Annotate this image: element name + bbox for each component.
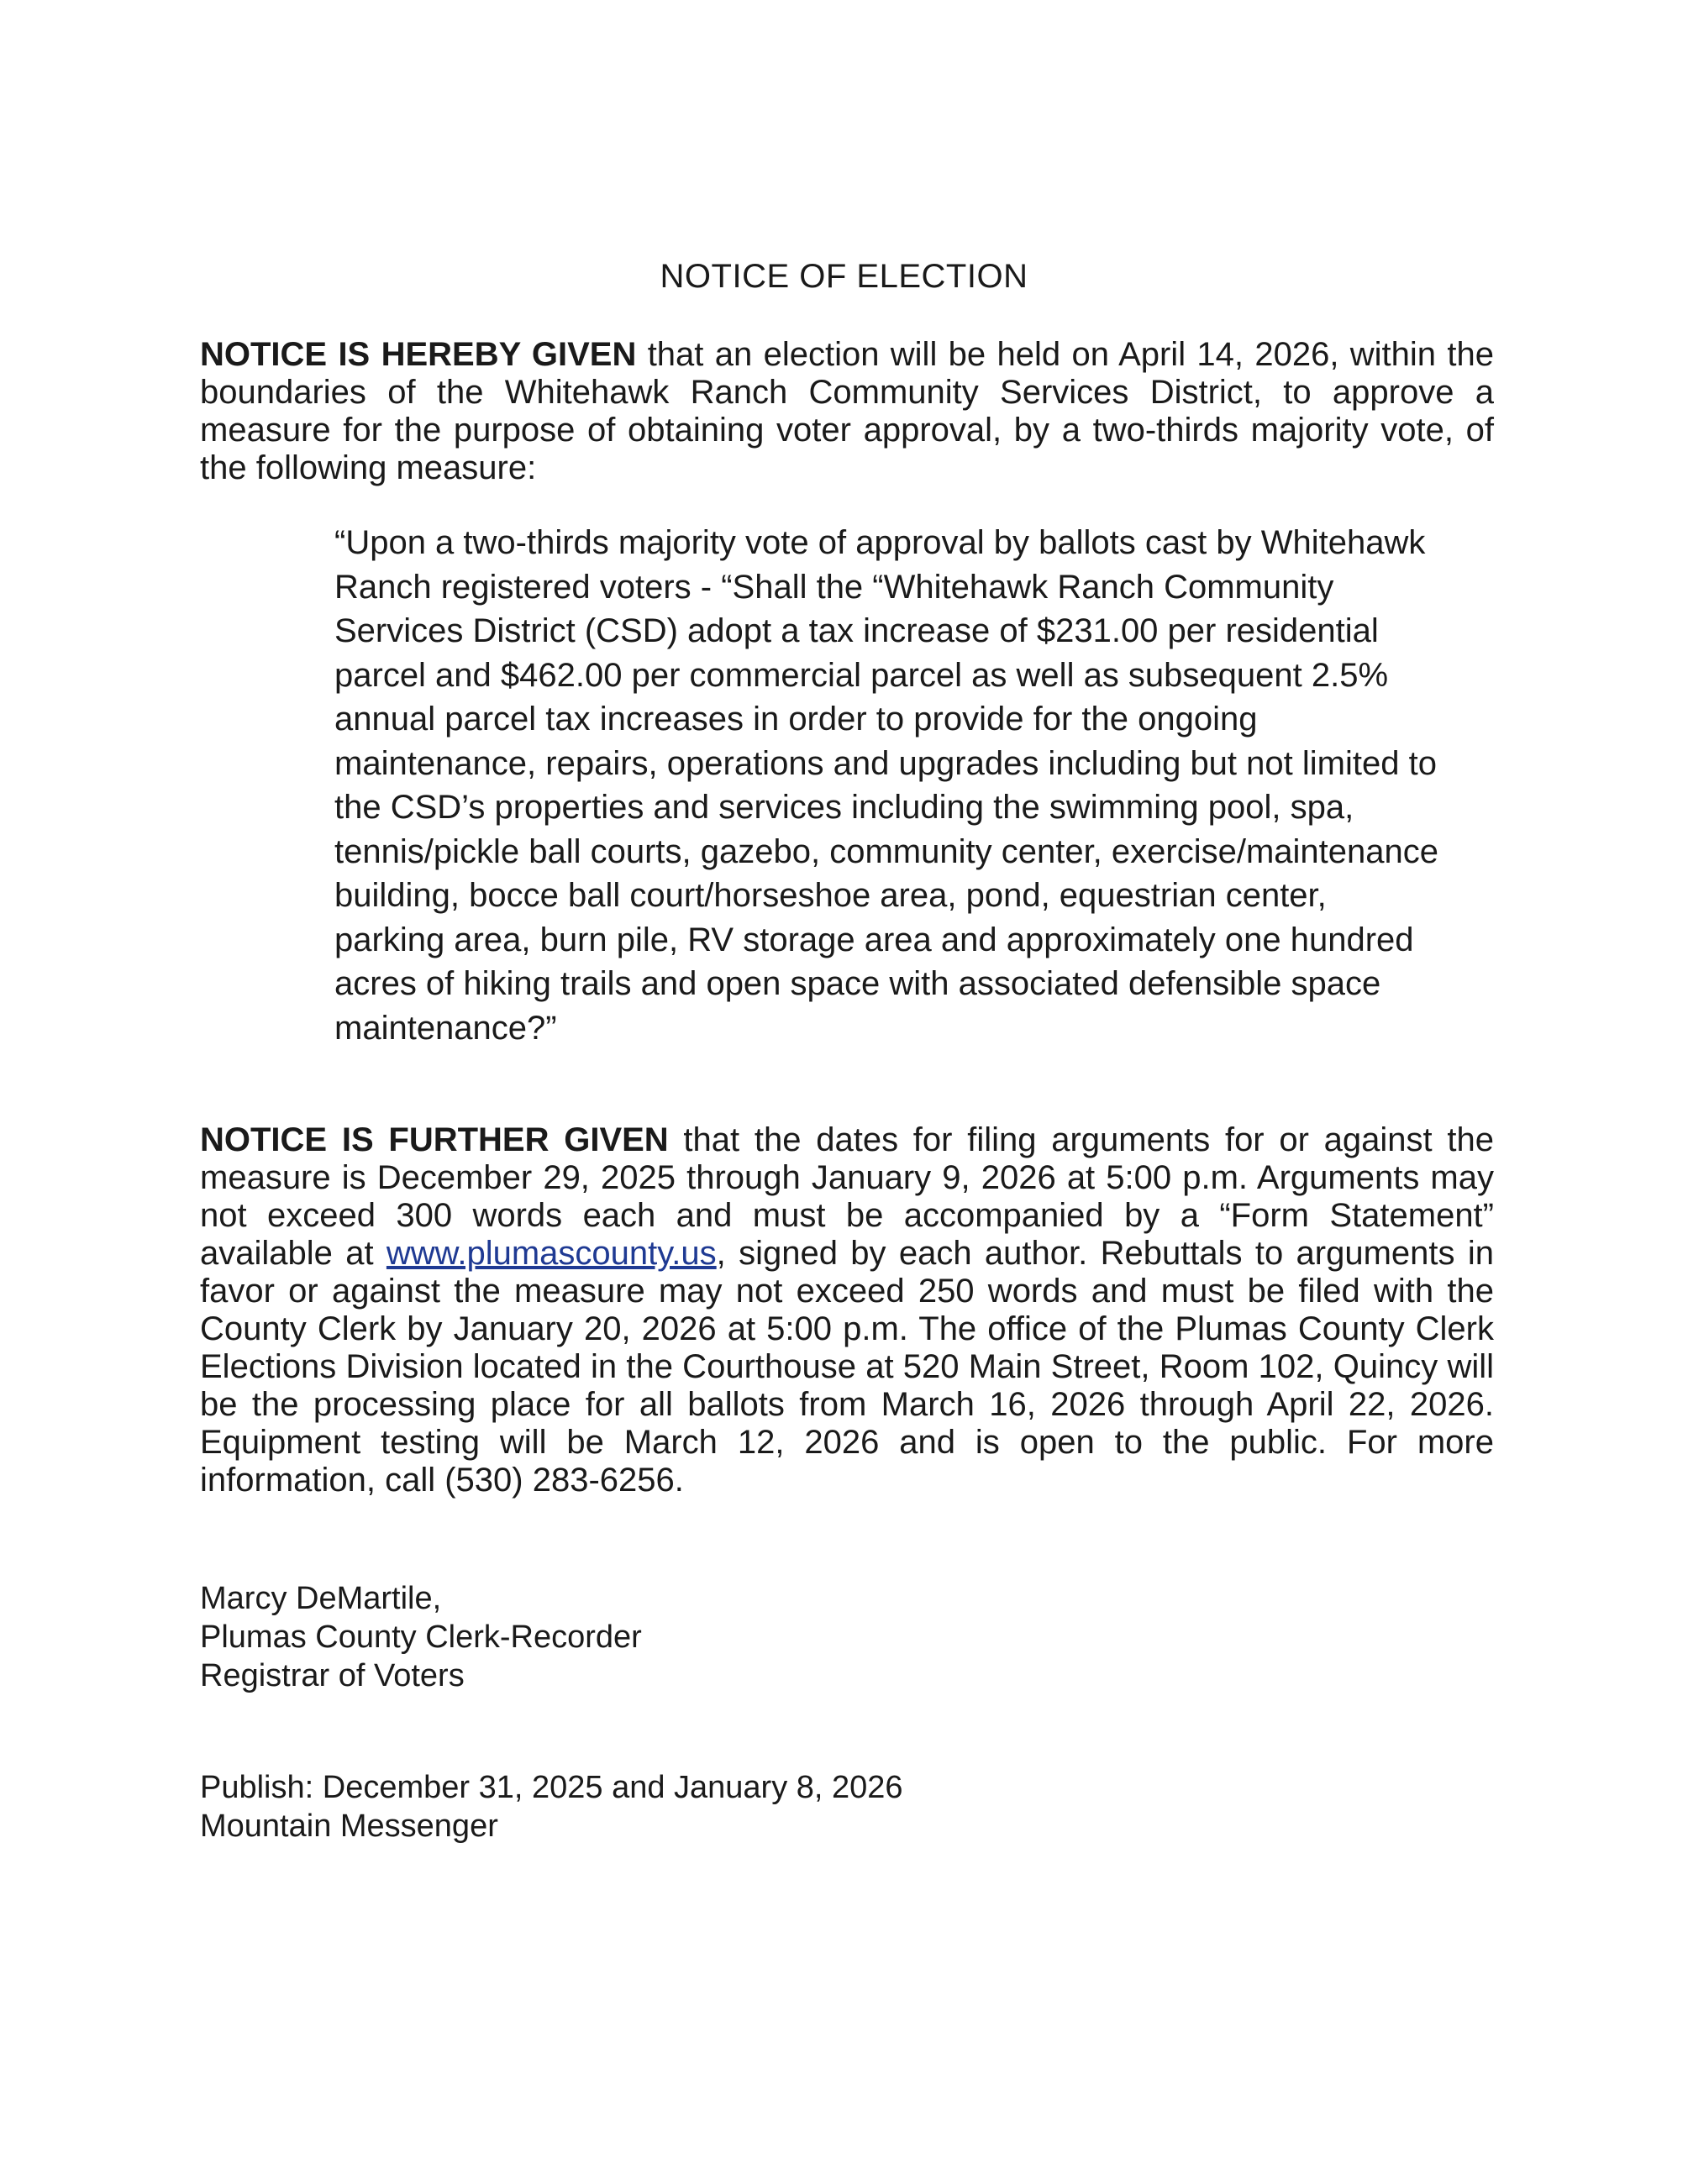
county-website-link[interactable]: www.plumascounty.us xyxy=(386,1235,717,1272)
notice-text-1: that an election will be held on April 14, 2026, within the boundaries of the Whitehawk Ranch Community Services District, to approve a measure for the purpose of obtaining voter approval, by a two-thirds majority vote, of the following measure: xyxy=(200,336,1494,486)
notice-paragraph-1 xyxy=(200,336,1494,487)
signer-name: Marcy DeMartile, xyxy=(200,1581,442,1616)
signer-title-2: Registrar of Voters xyxy=(200,1658,465,1693)
notice-lead-1: NOTICE IS HEREBY GIVEN xyxy=(200,336,637,373)
notice-paragraph-2 xyxy=(200,1121,1494,1499)
publish-paper: Mountain Messenger xyxy=(200,1809,498,1844)
document-title: NOTICE OF ELECTION xyxy=(660,258,1028,295)
measure-text: “Upon a two-thirds majority vote of approval by ballots cast by Whitehawk Ranch registered voters - “Shall the “Whitehawk Ranch Community Services District (CSD) adopt a tax increase of $231.00 per residential parcel and $462.00 per commercial parcel as well as subsequent 2.5% annual parcel tax increases in order to provide for the ongoing maintenance, repairs, operations and upgrades including but not limited to the CSD’s properties and services including the swimming pool, spa, tennis/pickle ball courts, gazebo, community center, exercise/maintenance building, bocce ball court/horseshoe area, pond, equestrian center, parking area, burn pile, RV storage area and approximately one hundred acres of hiking trails and open space with associated defensible space maintenance?” xyxy=(334,524,1439,1047)
notice-lead-2: NOTICE IS FURTHER GIVEN xyxy=(200,1121,669,1158)
signer-title-1: Plumas County Clerk-Recorder xyxy=(200,1620,642,1655)
publish-dates: Publish: December 31, 2025 and January 8, 2026 xyxy=(200,1770,903,1805)
publish-block xyxy=(200,1768,1208,1845)
signature-block xyxy=(200,1579,1208,1695)
notice-text-2a: that the dates for filing arguments for or against the measure is December 29, 2025 through January 9, 2026 at 5:00 p.m. Arguments may not exceed 300 words each and must be accompanied by a “Form Statement” available at xyxy=(200,1121,1494,1272)
notice-text-2b: , signed by each author. Rebuttals to arguments in favor or against the measure may not exceed 250 words and must be filed with the County Clerk by January 20, 2026 at 5:00 p.m. The office of the Plumas County Clerk Elections Division located in the Courthouse at 520 Main Street, Room 102, Quincy will be the processing place for all ballots from March 16, 2026 through April 22, 2026. Equipment testing will be March 12, 2026 and is open to the public. For more information, call (530) 283-6256. xyxy=(200,1235,1494,1499)
